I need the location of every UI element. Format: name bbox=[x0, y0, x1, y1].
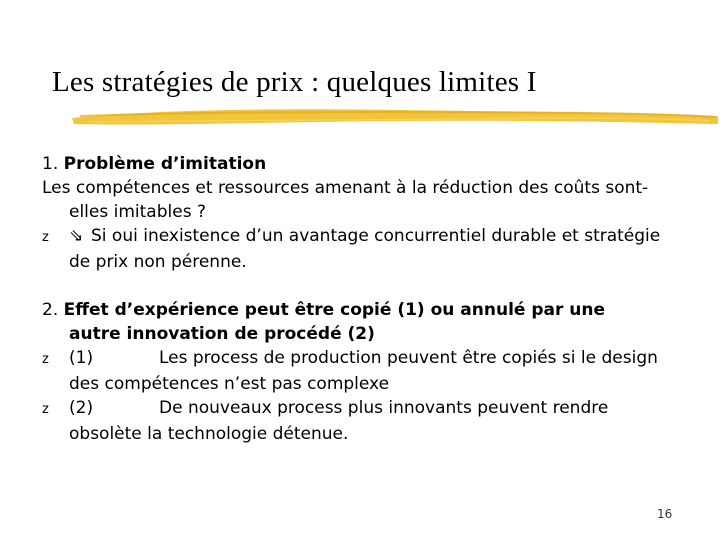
section2-heading-line2: autre innovation de procédé (2) bbox=[69, 324, 375, 344]
section2-heading-line1 bbox=[42, 298, 692, 322]
slide-body bbox=[42, 152, 692, 446]
arrow-icon: ⇘ bbox=[69, 226, 84, 246]
section1-number: 1. bbox=[42, 154, 59, 174]
section1-point-line2: de prix non pérenne. bbox=[69, 252, 247, 272]
item2-text1: De nouveaux process plus innovants peuvent rendre bbox=[159, 398, 609, 418]
item1-text1: Les process de production peuvent être copiés si le design bbox=[159, 348, 658, 368]
bullet-icon: z bbox=[42, 230, 49, 245]
section2-item1-line1 bbox=[42, 346, 692, 372]
bullet-icon: z bbox=[42, 402, 49, 417]
section-spacer bbox=[42, 274, 692, 298]
slide-title: Les stratégies de prix : quelques limites I bbox=[52, 66, 537, 98]
section1-question-line2: elles imitables ? bbox=[69, 202, 206, 222]
section2-number: 2. bbox=[42, 300, 59, 320]
section2-item1-line2: des compétences n’est pas complexe bbox=[69, 374, 390, 394]
page-number: 16 bbox=[657, 507, 673, 521]
title-underline-brushstroke bbox=[70, 104, 720, 132]
section2-heading1: Effet d’expérience peut être copié (1) ou annulé par une bbox=[63, 300, 606, 320]
section1-heading: Problème d’imitation bbox=[63, 154, 267, 174]
section1-point-line1 bbox=[42, 224, 692, 250]
bullet-icon: z bbox=[42, 352, 49, 367]
item1-marker: (1) bbox=[69, 348, 94, 368]
section2-item2-line2: obsolète la technologie détenue. bbox=[69, 424, 349, 444]
item2-marker: (2) bbox=[69, 398, 94, 418]
section1-question-line1: Les compétences et ressources amenant à la réduction des coûts sont- bbox=[42, 178, 649, 198]
section2-item2-line1 bbox=[42, 396, 692, 422]
section1-heading-line bbox=[42, 152, 692, 176]
section1-point-text1: Si oui inexistence d’un avantage concurrentiel durable et stratégie bbox=[91, 226, 661, 246]
